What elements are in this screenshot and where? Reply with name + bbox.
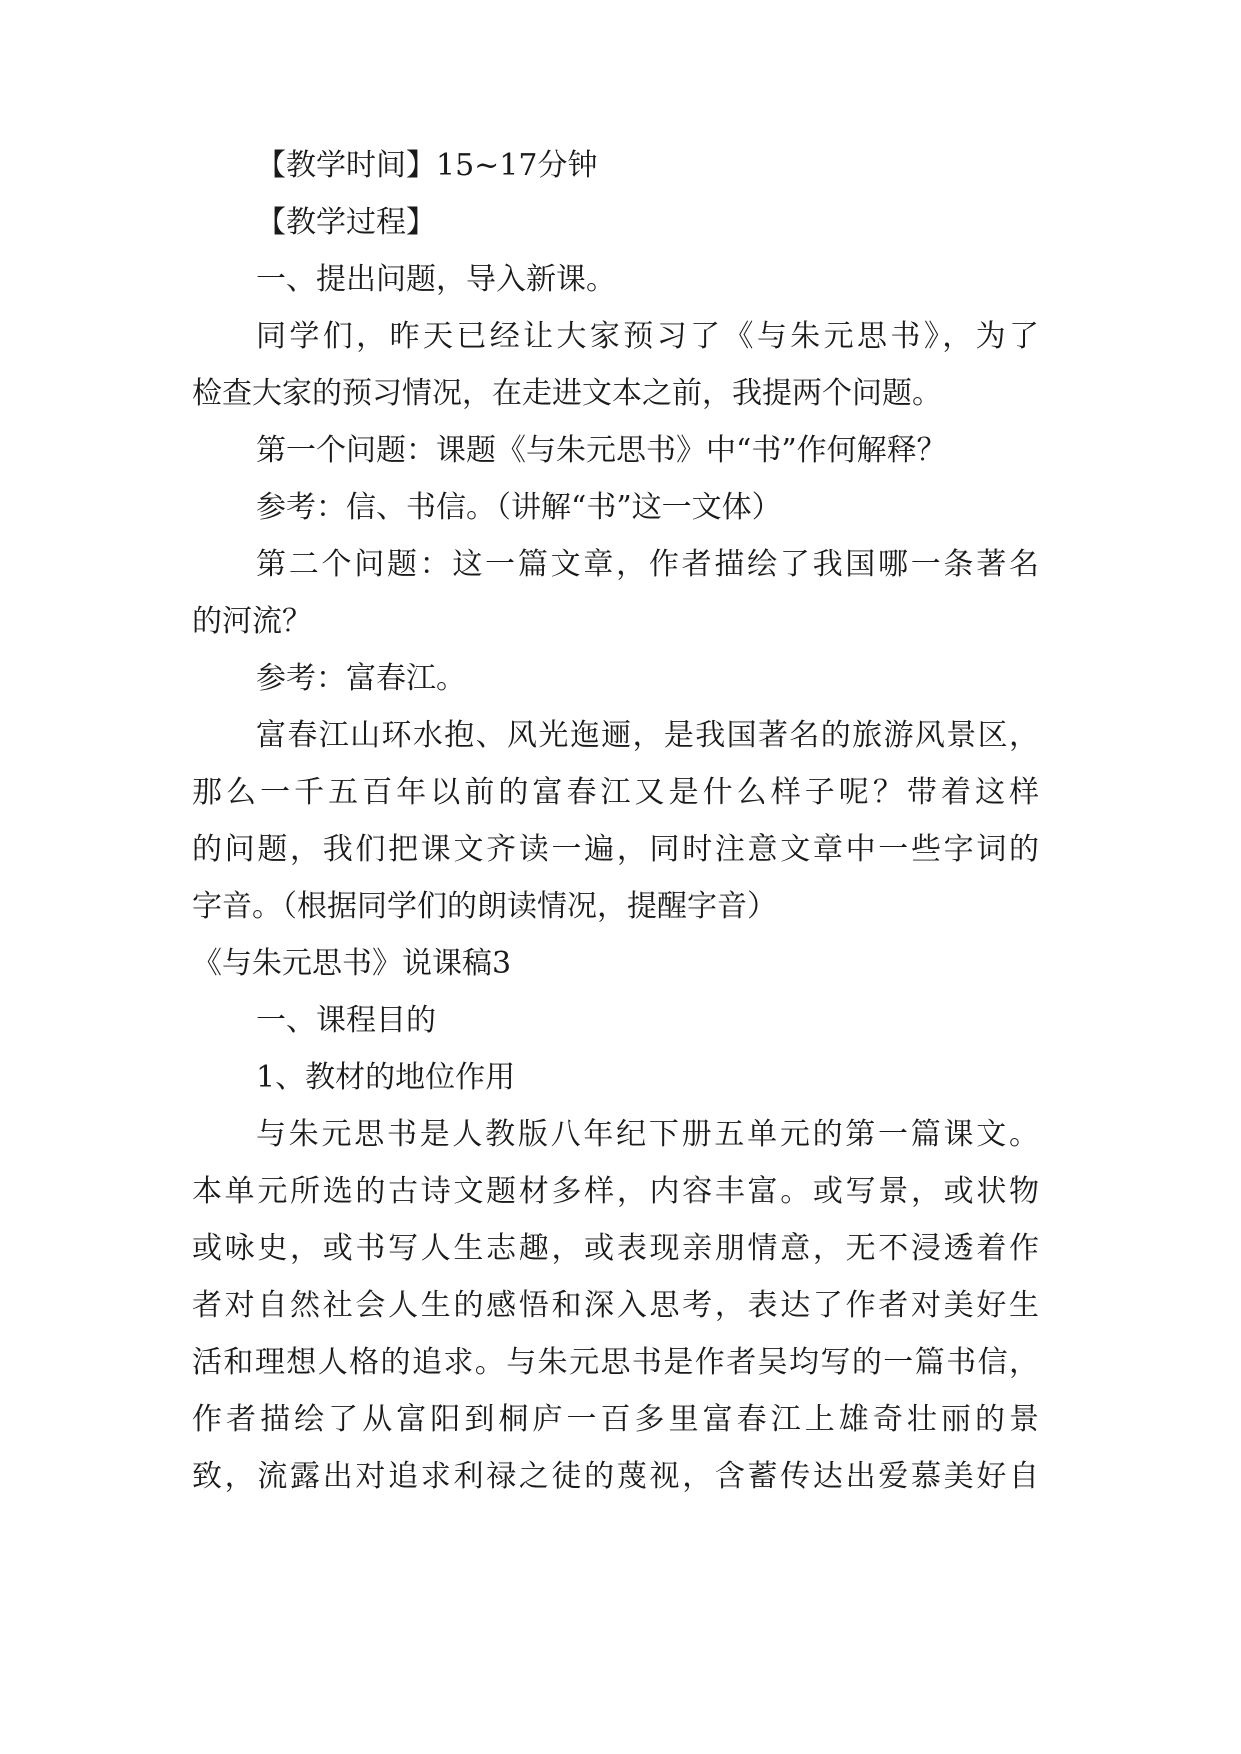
question-one-line: 第一个问题：课题《与朱元思书》中“书”作何解释？ xyxy=(256,433,947,468)
paragraph-line: 检查大家的预习情况，在走进文本之前，我提两个问题。 xyxy=(192,376,942,411)
paragraph-line: 富春江山环水抱、风光迤逦，是我国著名的旅游风景区， xyxy=(256,718,1039,753)
paragraph-line: 同学们，昨天已经让大家预习了《与朱元思书》，为了 xyxy=(256,319,1039,354)
question-two-line-end: 的河流？ xyxy=(192,604,312,639)
teaching-process-heading: 【教学过程】 xyxy=(256,205,436,240)
answer-one-line: 参考：信、书信。（讲解“书”这一文体） xyxy=(256,490,782,525)
subsection-heading: 1、教材的地位作用 xyxy=(256,1060,516,1095)
document-title: 《与朱元思书》说课稿3 xyxy=(192,946,512,981)
paragraph-line: 的问题，我们把课文齐读一遍，同时注意文章中一些字词的 xyxy=(192,832,1039,867)
paragraph-line: 者对自然社会人生的感悟和深入思考，表达了作者对美好生 xyxy=(192,1288,1039,1323)
paragraph-line: 活和理想人格的追求。与朱元思书是作者吴均写的一篇书信， xyxy=(192,1345,1039,1380)
paragraph-line: 那么一千五百年以前的富春江又是什么样子呢？带着这样 xyxy=(192,775,1039,810)
question-two-line: 第二个问题：这一篇文章，作者描绘了我国哪一条著名 xyxy=(256,547,1039,582)
paragraph-line: 本单元所选的古诗文题材多样，内容丰富。或写景，或状物 xyxy=(192,1174,1039,1209)
paragraph-line: 致，流露出对追求利禄之徒的蔑视，含蓄传达出爱慕美好自 xyxy=(192,1459,1039,1494)
paragraph-line: 或咏史，或书写人生志趣，或表现亲朋情意，无不浸透着作 xyxy=(192,1231,1039,1266)
paragraph-line: 与朱元思书是人教版八年纪下册五单元的第一篇课文。 xyxy=(256,1117,1039,1152)
section-heading-course-goal: 一、课程目的 xyxy=(256,1003,436,1038)
paragraph-line: 作者描绘了从富阳到桐庐一百多里富春江上雄奇壮丽的景 xyxy=(192,1402,1039,1437)
section-heading-1: 一、提出问题，导入新课。 xyxy=(256,262,616,297)
answer-two-line: 参考：富春江。 xyxy=(256,661,466,696)
teaching-time-line: 【教学时间】15~17分钟 xyxy=(256,148,598,183)
paragraph-line: 字音。（根据同学们的朗读情况，提醒字音） xyxy=(192,889,777,924)
